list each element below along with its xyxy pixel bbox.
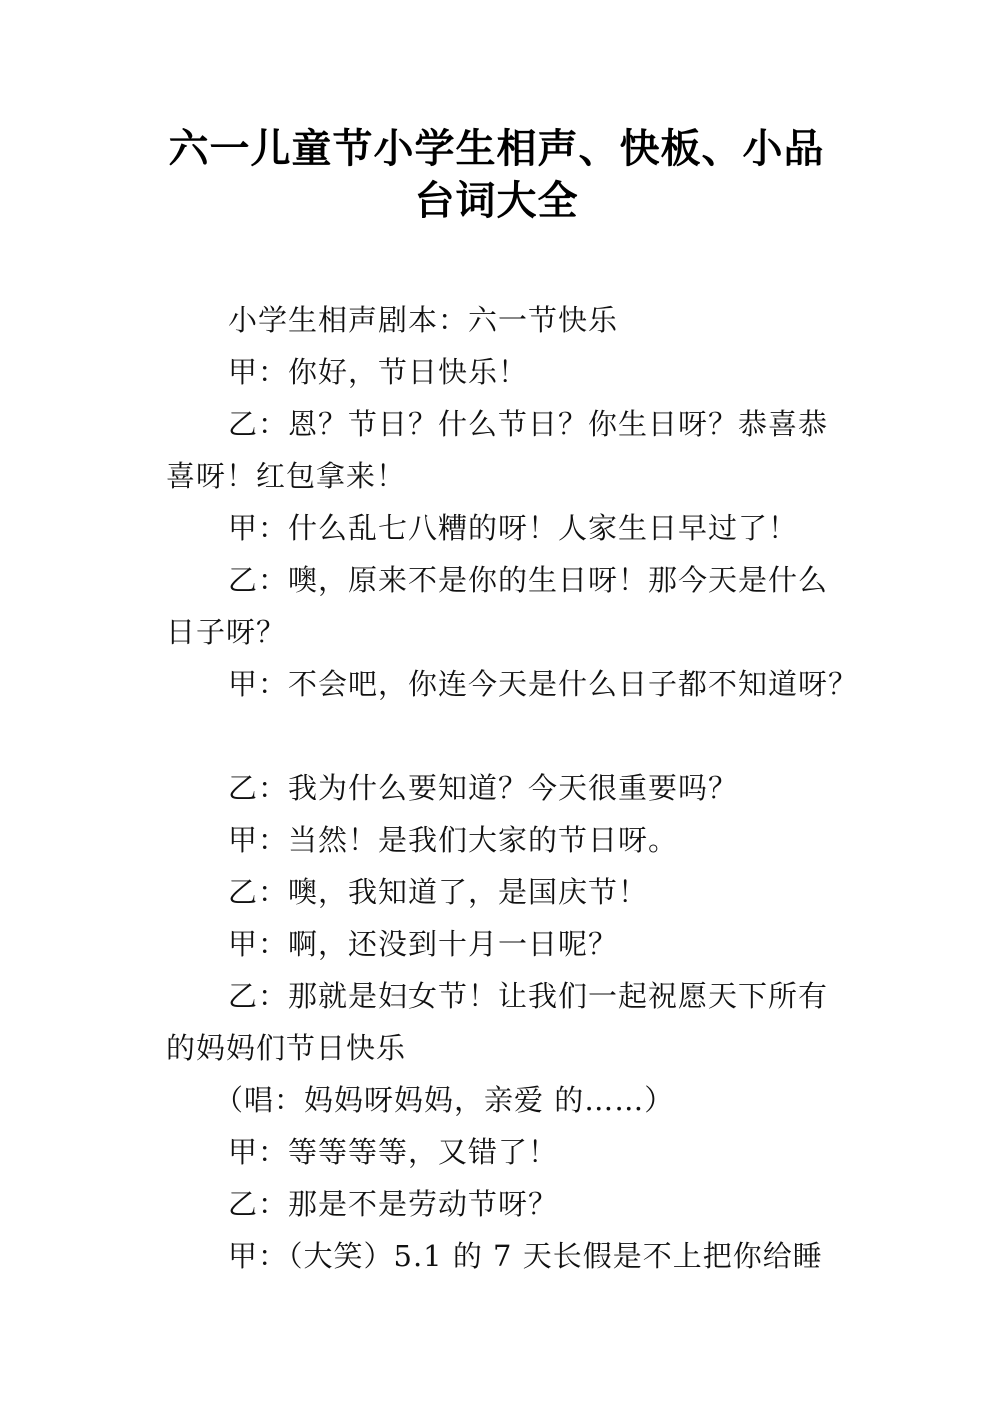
dialogue-line: 甲：（大笑）5.1 的 7 天长假是不上把你给睡 [228, 1239, 823, 1273]
dialogue-line: 乙：噢，我知道了，是国庆节！ [228, 875, 649, 909]
dialogue-line-continuation: 喜呀！红包拿来！ [166, 459, 407, 493]
stage-direction: （唱：妈妈呀妈妈，亲爱 的……） [214, 1083, 675, 1117]
dialogue-line-continuation: 日子呀？ [166, 615, 287, 649]
dialogue-line: 甲：等等等等，又错了！ [228, 1135, 559, 1169]
document-title-line-1: 六一儿童节小学生相声、快板、小品 [168, 126, 825, 172]
dialogue-line: 甲：你好，节日快乐！ [228, 355, 529, 389]
script-heading: 小学生相声剧本：六一节快乐 [228, 303, 619, 337]
dialogue-line: 乙：那是不是劳动节呀？ [228, 1187, 559, 1221]
dialogue-line-continuation: 的妈妈们节日快乐 [166, 1031, 407, 1065]
dialogue-line: 甲：当然！是我们大家的节日呀。 [228, 823, 679, 857]
dialogue-line: 乙：恩？节日？什么节日？你生日呀？恭喜恭 [228, 407, 829, 441]
dialogue-line: 乙：那就是妇女节！让我们一起祝愿天下所有 [228, 979, 829, 1013]
dialogue-line: 乙：我为什么要知道？今天很重要吗？ [228, 771, 739, 805]
dialogue-line: 甲：啊，还没到十月一日呢？ [228, 927, 619, 961]
dialogue-line: 乙：噢，原来不是你的生日呀！那今天是什么 [228, 563, 829, 597]
document-title-line-2: 台词大全 [414, 178, 579, 224]
dialogue-line: 甲：什么乱七八糟的呀！人家生日早过了！ [228, 511, 799, 545]
dialogue-line: 甲：不会吧，你连今天是什么日子都不知道呀？ [228, 667, 859, 701]
